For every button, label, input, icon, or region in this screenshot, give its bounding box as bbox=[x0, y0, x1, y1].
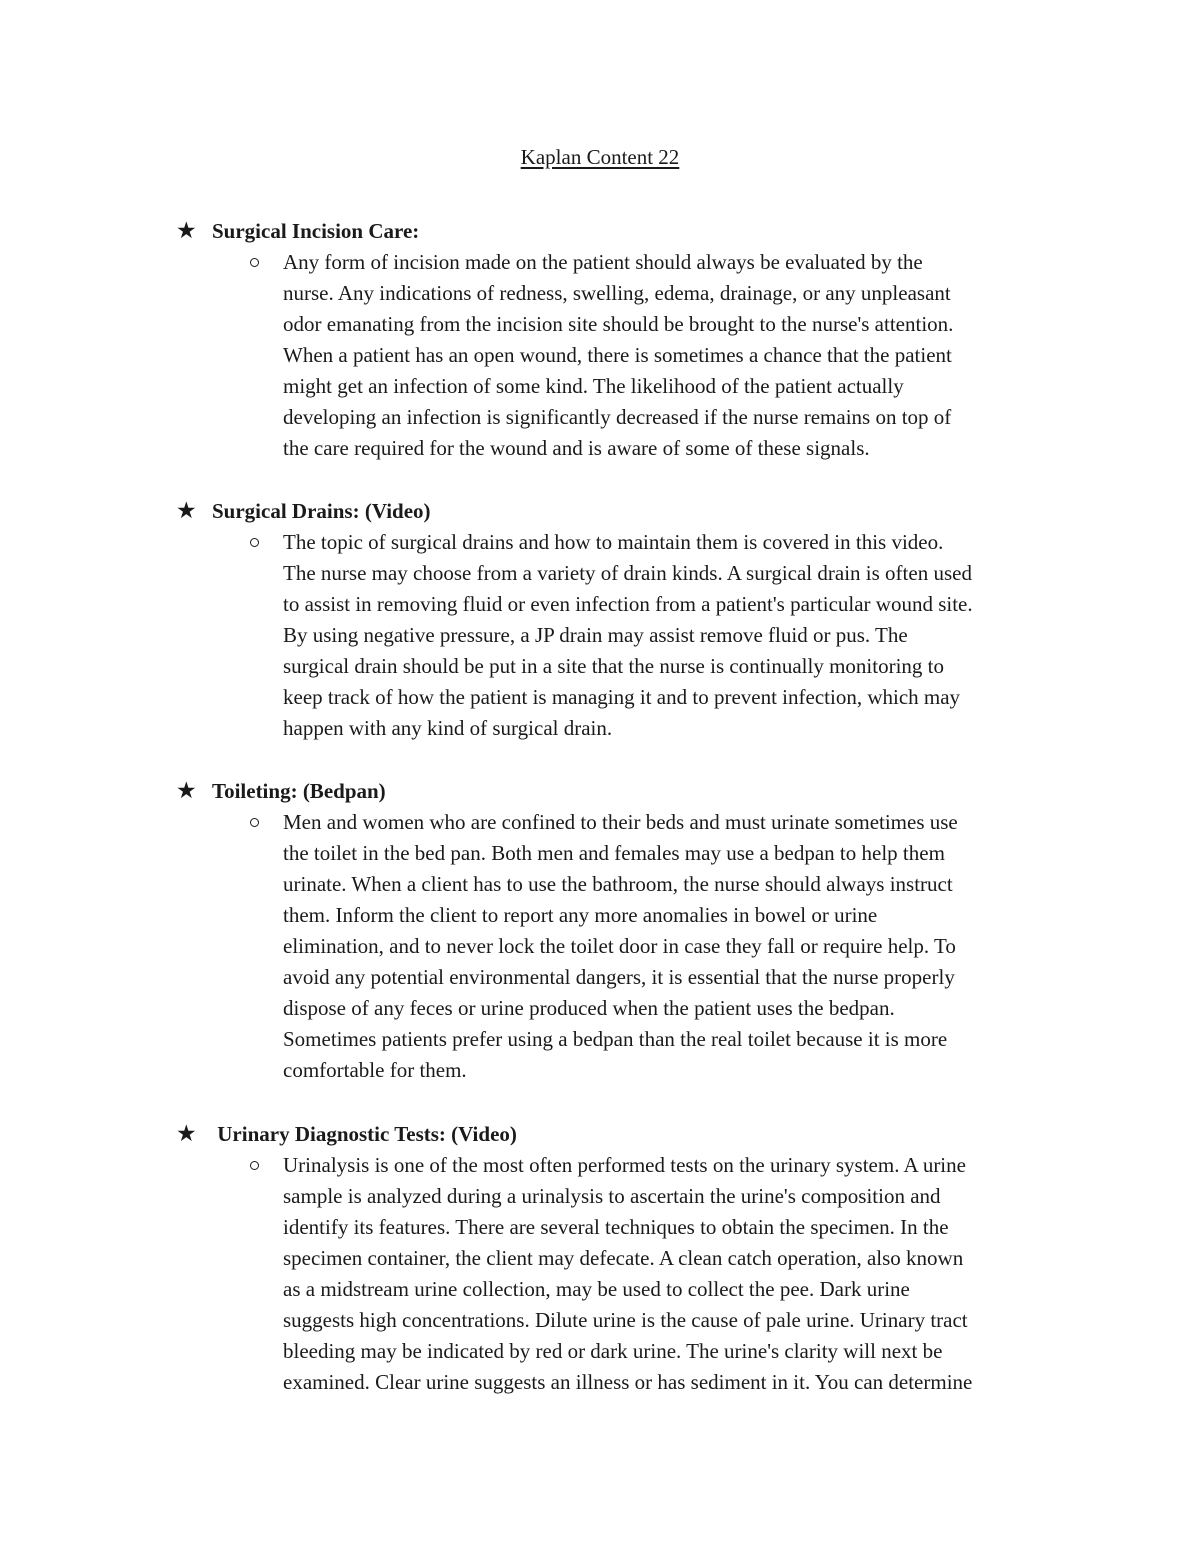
section-heading bbox=[0, 496, 1200, 527]
bullet-paragraph bbox=[283, 247, 1063, 464]
text-line: identify its features. There are several techniques to obtain the specimen. In the bbox=[283, 1215, 949, 1239]
text-line: The topic of surgical drains and how to maintain them is covered in this video. bbox=[283, 530, 944, 554]
star-icon: ★ bbox=[176, 1121, 197, 1147]
bullet-paragraph bbox=[283, 807, 1063, 1086]
bullet-paragraph bbox=[283, 1150, 1063, 1398]
text-line: odor emanating from the incision site should be brought to the nurse's attention. bbox=[283, 312, 954, 336]
text-line: happen with any kind of surgical drain. bbox=[283, 716, 613, 740]
section-heading-text: Toileting: (Bedpan) bbox=[212, 779, 386, 803]
document-title: Kaplan Content 22 bbox=[520, 145, 680, 169]
text-line: developing an infection is significantly decreased if the nurse remains on top of bbox=[283, 405, 952, 429]
text-line: specimen container, the client may defecate. A clean catch operation, also known bbox=[283, 1246, 964, 1270]
text-line: By using negative pressure, a JP drain may assist remove fluid or pus. The bbox=[283, 623, 908, 647]
text-line: dispose of any feces or urine produced when the patient uses the bedpan. bbox=[283, 996, 895, 1020]
text-line: them. Inform the client to report any more anomalies in bowel or urine bbox=[283, 903, 878, 927]
star-icon: ★ bbox=[176, 778, 197, 804]
star-icon: ★ bbox=[176, 218, 197, 244]
text-line: Urinalysis is one of the most often performed tests on the urinary system. A urine bbox=[283, 1153, 966, 1177]
text-line: suggests high concentrations. Dilute urine is the cause of pale urine. Urinary tract bbox=[283, 1308, 968, 1332]
text-line: surgical drain should be put in a site that the nurse is continually monitoring to bbox=[283, 654, 945, 678]
text-line: keep track of how the patient is managing it and to prevent infection, which may bbox=[283, 685, 961, 709]
text-line: examined. Clear urine suggests an illness or has sediment in it. You can determine bbox=[283, 1370, 973, 1394]
hollow-circle-icon bbox=[250, 538, 259, 547]
hollow-circle-icon bbox=[250, 258, 259, 267]
star-icon: ★ bbox=[176, 498, 197, 524]
text-line: Sometimes patients prefer using a bedpan than the real toilet because it is more bbox=[283, 1027, 948, 1051]
section-heading bbox=[0, 776, 1200, 807]
text-line: as a midstream urine collection, may be used to collect the pee. Dark urine bbox=[283, 1277, 910, 1301]
bullet-paragraph bbox=[283, 527, 1063, 744]
bullet-item bbox=[0, 807, 1200, 1086]
section-heading-text: Surgical Incision Care: bbox=[212, 219, 420, 243]
text-line: elimination, and to never lock the toilet door in case they fall or require help. To bbox=[283, 934, 956, 958]
text-line: bleeding may be indicated by red or dark urine. The urine's clarity will next be bbox=[283, 1339, 943, 1363]
section-heading-text: Surgical Drains: (Video) bbox=[212, 499, 431, 523]
text-line: might get an infection of some kind. The likelihood of the patient actually bbox=[283, 374, 904, 398]
text-line: to assist in removing fluid or even infection from a patient's particular wound site. bbox=[283, 592, 973, 616]
text-line: comfortable for them. bbox=[283, 1058, 467, 1082]
hollow-circle-icon bbox=[250, 1161, 259, 1170]
section-heading bbox=[0, 1119, 1200, 1150]
bullet-item bbox=[0, 527, 1200, 744]
text-line: avoid any potential environmental dangers, it is essential that the nurse properly bbox=[283, 965, 955, 989]
text-line: Men and women who are confined to their beds and must urinate sometimes use bbox=[283, 810, 958, 834]
hollow-circle-icon bbox=[250, 818, 259, 827]
text-line: the care required for the wound and is aware of some of these signals. bbox=[283, 436, 870, 460]
section-surgical-incision-care bbox=[0, 216, 1200, 464]
text-line: When a patient has an open wound, there is sometimes a chance that the patient bbox=[283, 343, 952, 367]
text-line: urinate. When a client has to use the bathroom, the nurse should always instruct bbox=[283, 872, 953, 896]
text-line: nurse. Any indications of redness, swelling, edema, drainage, or any unpleasant bbox=[283, 281, 951, 305]
section-toileting bbox=[0, 776, 1200, 1086]
bullet-item bbox=[0, 247, 1200, 464]
text-line: The nurse may choose from a variety of drain kinds. A surgical drain is often used bbox=[283, 561, 972, 585]
bullet-item bbox=[0, 1150, 1200, 1398]
section-heading bbox=[0, 216, 1200, 247]
section-urinary-diagnostic-tests bbox=[0, 1119, 1200, 1398]
section-heading-text: Urinary Diagnostic Tests: (Video) bbox=[212, 1122, 517, 1146]
section-surgical-drains bbox=[0, 496, 1200, 744]
text-line: the toilet in the bed pan. Both men and females may use a bedpan to help them bbox=[283, 841, 945, 865]
text-line: sample is analyzed during a urinalysis to ascertain the urine's composition and bbox=[283, 1184, 941, 1208]
text-line: Any form of incision made on the patient should always be evaluated by the bbox=[283, 250, 923, 274]
